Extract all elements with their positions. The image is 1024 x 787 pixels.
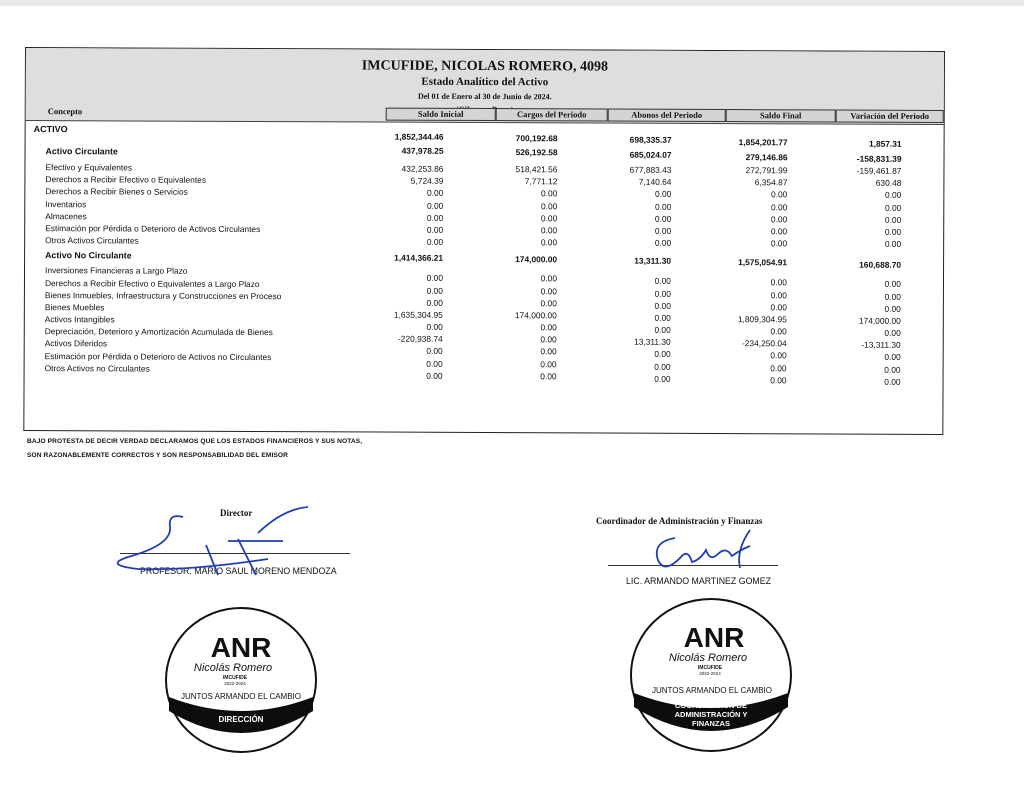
row-label: Activo No Circulante (45, 250, 132, 261)
cell-cargos: 0.00 (540, 346, 557, 357)
cell-saldo-inicial: 0.00 (426, 285, 443, 296)
cell-abonos: 13,311.30 (634, 336, 671, 348)
cell-saldo-final: 0.00 (770, 350, 787, 361)
cell-saldo-final: 0.00 (770, 289, 787, 300)
cell-variacion: 0.00 (885, 190, 902, 201)
column-header-cargos: Cargos del Periodo (496, 108, 608, 121)
cell-variacion: 0.00 (884, 364, 901, 375)
cell-saldo-final: 0.00 (770, 362, 787, 373)
cell-variacion: 630.48 (875, 177, 902, 189)
cell-saldo-inicial: -220,938.74 (397, 333, 443, 345)
cell-cargos: 518,421.56 (515, 164, 558, 175)
seal-years: 2022-2024 (224, 681, 246, 686)
cell-cargos: 0.00 (540, 225, 558, 236)
entity-title: IMCUFIDE, NICOLAS ROMERO, 4098 (361, 58, 609, 75)
cell-abonos: 0.00 (654, 300, 671, 311)
row-label: Almacenes (45, 210, 87, 222)
seal-years: 2022-2024 (699, 671, 721, 676)
cell-variacion: 174,000.00 (858, 315, 901, 326)
cell-saldo-inicial: 0.00 (426, 236, 444, 247)
cell-cargos: 7,771.12 (524, 176, 558, 187)
cell-abonos: 0.00 (654, 312, 671, 323)
cell-saldo-final: 0.00 (770, 375, 787, 386)
cell-variacion: 0.00 (884, 214, 902, 225)
row-label: Activos Intangibles (44, 314, 115, 325)
cell-saldo-inicial: 0.00 (426, 321, 443, 332)
cell-saldo-inicial: 0.00 (426, 200, 444, 211)
column-header-saldo-final: Saldo Final (726, 109, 836, 122)
cell-cargos: 0.00 (540, 273, 558, 284)
seal-name: Nicolás Romero (668, 652, 748, 664)
row-label: Estimación por Pérdida o Deterioro de Activos no Circulantes (44, 350, 272, 362)
cell-abonos: 0.00 (654, 225, 672, 236)
row-label: Activo Circulante (45, 146, 118, 157)
cell-abonos: 13,311.30 (634, 255, 672, 267)
cell-abonos: 7,140.64 (638, 176, 672, 188)
cell-abonos: 0.00 (654, 349, 671, 360)
cell-saldo-inicial: 0.00 (426, 346, 443, 357)
cell-saldo-final: 0.00 (770, 238, 788, 249)
cell-variacion: -159,461.87 (856, 165, 902, 176)
cell-cargos: 700,192.68 (515, 133, 558, 144)
cell-cargos: 526,192.58 (515, 147, 558, 158)
row-label: Derechos a Recibir Bienes o Servicios (45, 186, 188, 198)
signatory-title: Coordinador de Administración y Finanzas (596, 516, 763, 526)
coordinacion-seal (626, 595, 796, 755)
cell-saldo-inicial: 1,635,304.95 (393, 309, 443, 320)
table-body (25, 124, 944, 387)
column-header-variacion: Variación del Periodo (836, 110, 944, 123)
row-label: Otros Activos no Circulantes (44, 362, 150, 374)
report-title: Estado Analítico del Activo (421, 75, 549, 89)
seal-org: IMCUFIDE (222, 675, 248, 681)
seal-org: IMCUFIDE (697, 665, 723, 671)
cell-saldo-inicial: 0.00 (426, 224, 444, 235)
cell-variacion: 0.00 (884, 202, 902, 213)
cell-saldo-inicial: 437,978.25 (401, 145, 444, 156)
cell-saldo-inicial: 0.00 (427, 188, 444, 199)
director-name: PROFESOR. MARIO SAUL MORENO MENDOZA (140, 566, 337, 576)
cell-variacion: 0.00 (884, 352, 901, 363)
cell-variacion: 0.00 (884, 327, 901, 338)
row-label: Bienes Muebles (44, 301, 105, 313)
cell-abonos: 0.00 (654, 361, 671, 372)
cell-saldo-final: 0.00 (770, 277, 788, 288)
cell-saldo-inicial: 0.00 (426, 273, 444, 284)
cell-abonos: 0.00 (655, 189, 672, 200)
seal-brand: ANR (683, 622, 745, 653)
cell-variacion: 160,688.70 (859, 259, 902, 271)
row-label: Derechos a Recibir Efectivo o Equivalentes a Largo Plazo (44, 277, 260, 289)
cell-saldo-final: 6,354.87 (754, 177, 788, 188)
cell-variacion: 1,857.31 (868, 138, 902, 149)
cell-saldo-inicial: 432,253.86 (401, 163, 444, 174)
cell-cargos: 0.00 (540, 285, 557, 296)
row-label: Derechos a Recibir Efectivo o Equivalentes (45, 174, 207, 185)
cell-variacion: 0.00 (884, 279, 901, 290)
cell-saldo-final: 272,791.99 (745, 165, 788, 176)
cell-saldo-inicial: 0.00 (426, 358, 443, 369)
cell-variacion: -158,831.39 (856, 153, 902, 164)
cell-saldo-final: 1,854,201.77 (738, 137, 788, 148)
seal-brand: ANR (210, 632, 272, 663)
scan-edge (0, 0, 1024, 6)
cell-variacion: 0.00 (884, 303, 901, 314)
cell-cargos: 0.00 (540, 322, 557, 333)
cell-cargos: 0.00 (540, 334, 557, 345)
cell-saldo-inicial: 1,852,344.46 (394, 131, 444, 142)
cell-cargos: 0.00 (540, 297, 557, 309)
cell-variacion: 0.00 (884, 376, 901, 387)
coordinator-name: LIC. ARMANDO MARTINEZ GOMEZ (626, 576, 771, 586)
cell-cargos: 0.00 (540, 213, 558, 224)
cell-cargos: 0.00 (541, 188, 558, 199)
cell-abonos: 0.00 (654, 324, 671, 335)
table-row (25, 362, 943, 387)
cell-saldo-inicial: 5,724.39 (410, 175, 444, 187)
cell-saldo-inicial: 1,414,366.21 (394, 252, 444, 264)
cell-saldo-final: 0.00 (771, 189, 788, 200)
cell-abonos: 0.00 (654, 237, 672, 248)
row-label: ACTIVO (33, 124, 68, 135)
cell-cargos: 174,000.00 (514, 310, 557, 321)
cell-saldo-inicial: 0.00 (426, 212, 444, 223)
disclaimer-line-1: BAJO PROTESTA DE DECIR VERDAD DECLARAMOS QUE LOS ESTADOS FINANCIEROS Y SUS NOTAS, (27, 438, 363, 445)
director-signature (108, 505, 328, 585)
report-period: Del 01 de Enero al 30 de Junio de 2024. (417, 91, 552, 102)
row-label: Otros Activos Circulantes (45, 235, 139, 246)
cell-saldo-final: 1,809,304.95 (737, 313, 787, 325)
cell-cargos: 0.00 (540, 371, 557, 382)
row-label: Efectivo y Equivalentes (45, 162, 133, 173)
row-label: Inventarios (45, 198, 87, 209)
cell-cargos: 0.00 (540, 237, 558, 248)
cell-abonos: 0.00 (654, 373, 671, 384)
cell-saldo-final: 0.00 (770, 214, 788, 225)
cell-abonos: 0.00 (654, 276, 672, 287)
cell-variacion: 0.00 (884, 238, 902, 249)
cell-saldo-final: 0.00 (770, 201, 788, 212)
cell-variacion: 0.00 (884, 226, 902, 237)
seal-motto: JUNTOS ARMANDO EL CAMBIO (651, 686, 773, 695)
seal-department: DIRECCIÓN (218, 715, 264, 724)
coordinator-signature (640, 520, 780, 575)
column-header-concept: Concepto (47, 106, 83, 117)
row-label: Depreciación, Deterioro y Amortización Acumulada de Bienes (44, 326, 273, 338)
cell-abonos: 0.00 (654, 213, 672, 224)
cell-cargos: 174,000.00 (515, 254, 558, 265)
row-label: Inversiones Financieras a Largo Plazo (45, 265, 188, 277)
disclaimer-line-2: SON RAZONABLEMENTE CORRECTOS Y SON RESPONSABILIDAD DEL EMISOR (27, 452, 288, 459)
cell-saldo-final: 1,575,054.91 (738, 257, 788, 268)
report-frame (23, 47, 945, 435)
cell-abonos: 698,335.37 (629, 134, 672, 145)
cell-abonos: 0.00 (654, 288, 671, 299)
cell-variacion: -13,311.30 (861, 339, 901, 351)
cell-saldo-inicial: 0.00 (426, 297, 443, 308)
cell-saldo-final: 0.00 (770, 226, 788, 237)
cell-cargos: 0.00 (540, 200, 558, 211)
row-label: Bienes Inmuebles, Infraestructura y Construcciones en Proceso (44, 289, 282, 301)
signatory-title: Director (220, 508, 253, 518)
column-header-saldo-inicial: Saldo Inicial (386, 108, 496, 121)
row-label: Activos Diferidos (44, 338, 108, 349)
cell-abonos: 685,024.07 (629, 149, 672, 160)
seal-motto: JUNTOS ARMANDO EL CAMBIO (180, 692, 302, 701)
cell-saldo-inicial: 0.00 (426, 370, 443, 381)
cell-saldo-final: 0.00 (770, 301, 787, 313)
column-header-abonos: Abonos del Periodo (608, 109, 726, 123)
direccion-seal (163, 605, 319, 755)
cell-saldo-final: 0.00 (770, 326, 787, 337)
cell-abonos: 0.00 (654, 201, 672, 212)
cell-saldo-final: 279,146.86 (745, 152, 788, 163)
seal-department: COORDINACIÓN DE ADMINISTRACIÓN Y FINANZAS (674, 701, 748, 728)
seal-name: Nicolás Romero (193, 662, 273, 674)
row-label: Estimación por Pérdida o Deterioro de Activos Circulantes (45, 223, 261, 234)
cell-variacion: 0.00 (884, 291, 901, 302)
cell-abonos: 677,883.43 (629, 164, 672, 175)
cell-cargos: 0.00 (540, 358, 557, 369)
cell-saldo-final: -234,250.04 (741, 338, 787, 349)
